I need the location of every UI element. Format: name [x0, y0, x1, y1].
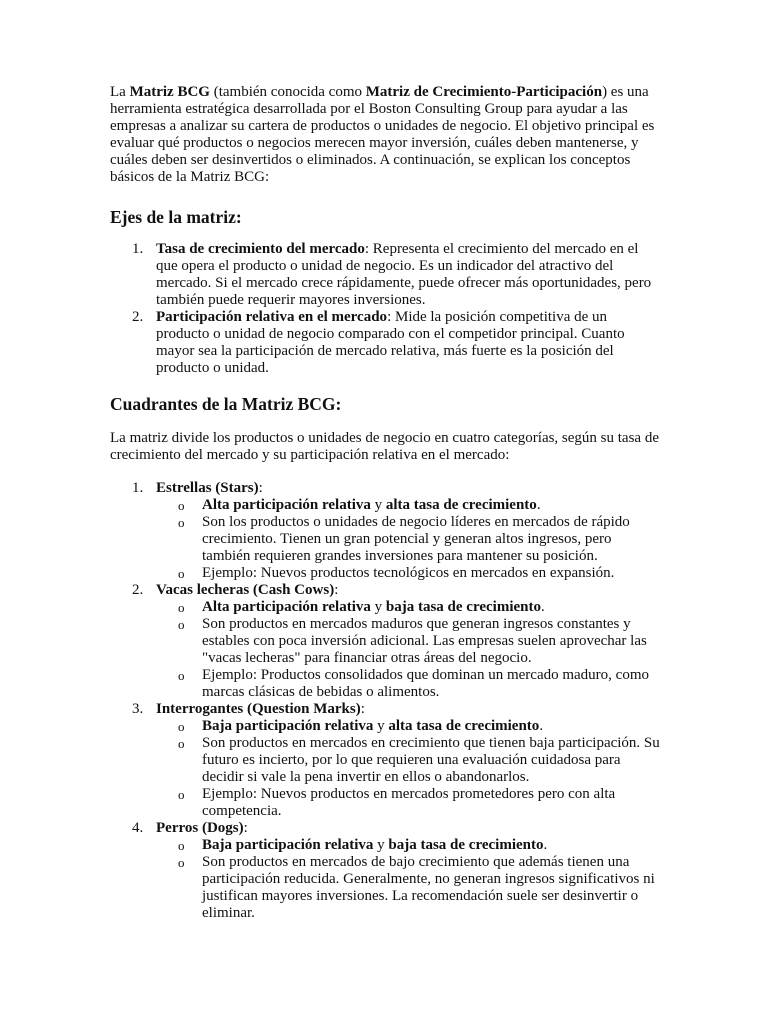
quadrant-colon: :: [360, 701, 365, 717]
criteria-growth: alta tasa de crecimiento: [385, 497, 537, 513]
bullet-marker: o: [178, 566, 185, 581]
ejes-heading: Ejes de la matriz:: [110, 207, 242, 227]
quadrant-description: [156, 735, 662, 786]
quadrant-criteria: [156, 837, 662, 854]
criteria-period: .: [536, 497, 541, 513]
bullet-marker: o: [178, 498, 185, 513]
quadrant-example: [156, 565, 662, 582]
document-body: [110, 84, 662, 922]
ejes-list: [110, 241, 662, 377]
quadrant-cash-cows: [110, 582, 662, 701]
list-number: 1.: [132, 241, 144, 257]
bullet-marker: o: [178, 855, 185, 870]
list-number: 1.: [132, 480, 144, 496]
intro-text-1: La: [110, 84, 130, 100]
cuadrantes-intro: La matriz divide los productos o unidades de negocio en cuatro categorías, según su tasa de crecimiento del mercado y su participación relativa en el mercado:: [110, 430, 659, 463]
quadrant-title: Perros (Dogs): [156, 820, 244, 836]
criteria-period: .: [540, 599, 545, 615]
example-text: Ejemplo: Productos consolidados que dominan un mercado maduro, como marcas clásicas de bebidas o alimentos.: [202, 667, 649, 700]
bullet-marker: o: [178, 736, 185, 751]
intro-paragraph: [110, 84, 662, 186]
intro-text-2: (también conocida como: [209, 84, 366, 100]
cuadrantes-list: [110, 480, 662, 922]
bullet-marker: o: [178, 600, 185, 615]
criteria-connector: y: [370, 497, 386, 513]
criteria-connector: y: [370, 599, 386, 615]
description-text: Son productos en mercados en crecimiento que tienen baja participación. Su futuro es incierto, por lo que requieren una evaluación cuidadosa para decidir si vale la pena invertir en ellos o abandonarlos.: [202, 735, 660, 785]
criteria-period: .: [539, 718, 544, 734]
criteria-share: Baja participación relativa: [202, 718, 374, 734]
quadrant-details: [156, 718, 662, 820]
quadrant-details: [156, 837, 662, 922]
intro-bold-term-1: Matriz BCG: [129, 84, 210, 100]
quadrant-description: [156, 616, 662, 667]
criteria-share: Baja participación relativa: [202, 837, 374, 853]
criteria-share: Alta participación relativa: [202, 599, 371, 615]
list-number: 2.: [132, 582, 144, 598]
cuadrantes-heading: Cuadrantes de la Matriz BCG:: [110, 394, 342, 414]
criteria-growth: baja tasa de crecimiento: [385, 599, 541, 615]
bullet-marker: o: [178, 787, 185, 802]
ejes-description: : Mide la posición competitiva de un producto o unidad de negocio comparado con el competidor principal. Cuanto mayor sea la participación de mercado relativa, más fuerte es la posición del producto o unidad.: [156, 309, 625, 376]
intro-bold-term-2: Matriz de Crecimiento-Participación: [365, 84, 603, 100]
quadrant-criteria: [156, 718, 662, 735]
quadrant-title: Interrogantes (Question Marks): [156, 701, 361, 717]
bullet-marker: o: [178, 838, 185, 853]
list-number: 2.: [132, 309, 144, 325]
list-number: 4.: [132, 820, 144, 836]
list-number: 3.: [132, 701, 144, 717]
criteria-growth: baja tasa de crecimiento: [388, 837, 544, 853]
criteria-period: .: [543, 837, 548, 853]
quadrant-description: [156, 854, 662, 922]
quadrant-criteria: [156, 599, 662, 616]
quadrant-example: [156, 667, 662, 701]
bullet-marker: o: [178, 719, 185, 734]
description-text: Son productos en mercados de bajo crecimiento que además tienen una participación reducida. Generalmente, no generan ingresos significativos ni justifican mayores inversiones. La recomendación suele ser desinvertir o eliminar.: [202, 854, 655, 921]
ejes-term: Participación relativa en el mercado: [156, 309, 388, 325]
bullet-marker: o: [178, 668, 185, 683]
quadrant-example: [156, 786, 662, 820]
quadrant-details: [156, 497, 662, 582]
example-text: Ejemplo: Nuevos productos tecnológicos en mercados en expansión.: [202, 565, 615, 581]
quadrant-colon: :: [243, 820, 248, 836]
quadrant-colon: :: [258, 480, 263, 496]
criteria-share: Alta participación relativa: [202, 497, 371, 513]
ejes-term: Tasa de crecimiento del mercado: [156, 241, 365, 257]
description-text: Son productos en mercados maduros que generan ingresos constantes y estables con poca inversión adicional. Las empresas suelen aprovechar las "vacas lecheras" para financiar otras áreas del negocio.: [202, 616, 647, 666]
intro-text-3: ) es una herramienta estratégica desarrollada por el Boston Consulting Group para ayudar a las empresas a analizar su cartera de productos o unidades de negocio. El objetivo principal es evaluar qué productos o negocios merecen mayor inversión, cuáles deben mantenerse, y cuáles deben ser desinvertidos o eliminados. A continuación, se explican los conceptos básicos de la Matriz BCG:: [110, 84, 655, 185]
quadrant-criteria: [156, 497, 662, 514]
quadrant-title: Vacas lecheras (Cash Cows): [156, 582, 335, 598]
ejes-description: : Representa el crecimiento del mercado en el que opera el producto o unidad de negocio. Es un indicador del atractivo del mercado. Si el mercado crece rápidamente, puede ofrecer más oportunidades, pero también puede requerir mayores inversiones.: [156, 241, 652, 308]
criteria-growth: alta tasa de crecimiento: [388, 718, 540, 734]
quadrant-colon: :: [334, 582, 339, 598]
quadrant-dogs: [110, 820, 662, 922]
quadrant-stars: [110, 480, 662, 582]
quadrant-question-marks: [110, 701, 662, 820]
quadrant-title: Estrellas (Stars): [156, 480, 259, 496]
quadrant-description: [156, 514, 662, 565]
bullet-marker: o: [178, 617, 185, 632]
ejes-item: [110, 241, 662, 309]
description-text: Son los productos o unidades de negocio líderes en mercados de rápido crecimiento. Tienen un gran potencial y generan altos ingresos, pero también requieren grandes inversiones para mantener su posición.: [202, 514, 630, 564]
ejes-item: [110, 309, 662, 377]
criteria-connector: y: [373, 718, 389, 734]
quadrant-details: [156, 599, 662, 701]
bullet-marker: o: [178, 515, 185, 530]
criteria-connector: y: [373, 837, 389, 853]
example-text: Ejemplo: Nuevos productos en mercados prometedores pero con alta competencia.: [202, 786, 616, 819]
